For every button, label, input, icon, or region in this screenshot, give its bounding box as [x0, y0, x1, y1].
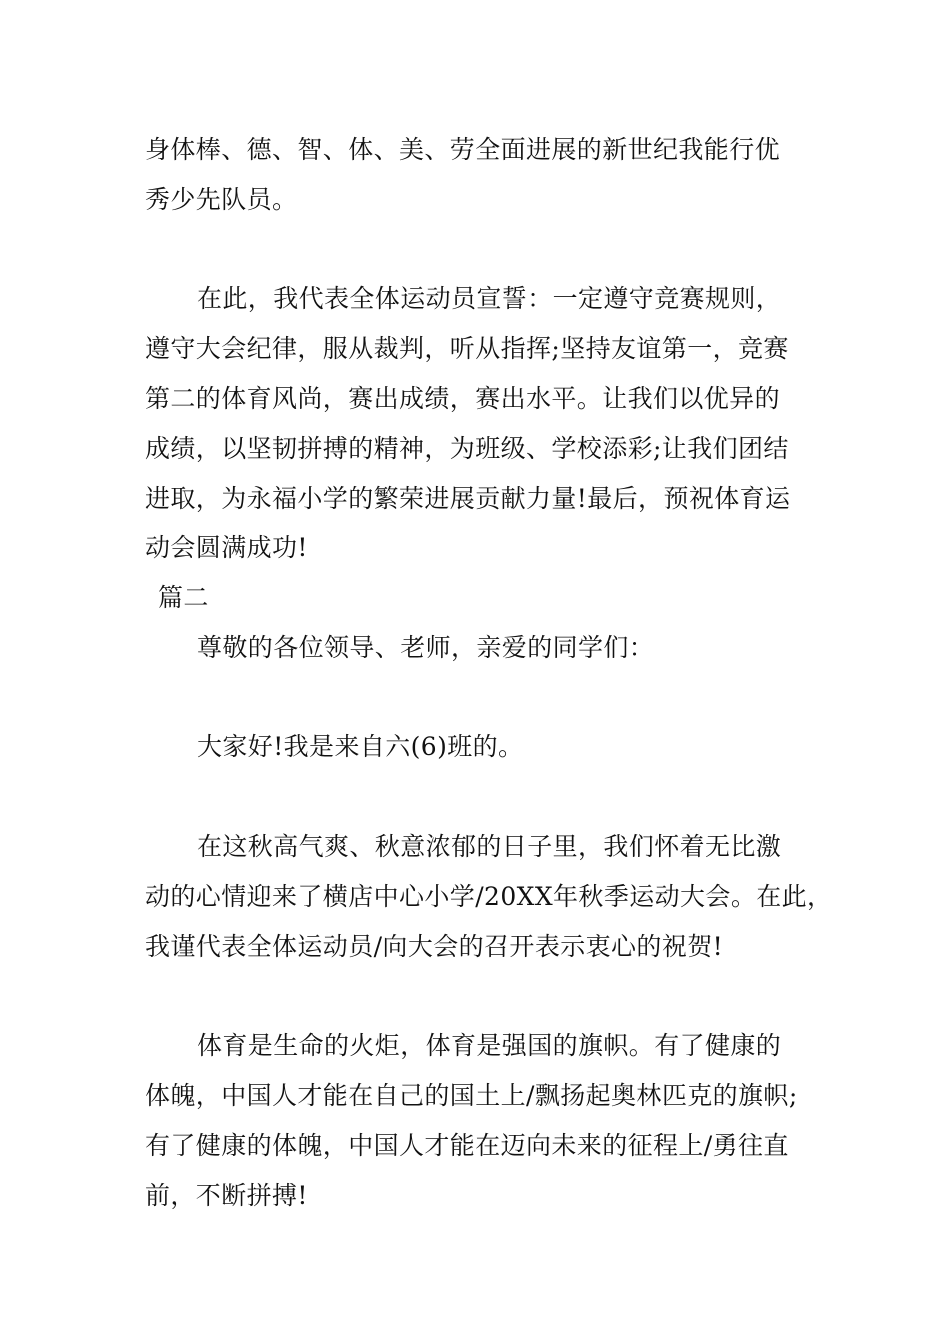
text-line: 动的心情迎来了横店中心小学/20XX年秋季运动大会。在此， — [145, 882, 833, 911]
text-line: 第二的体育风尚，赛出成绩，赛出水平。让我们以优异的 — [145, 384, 781, 413]
text-line: 遵守大会纪律，服从裁判，听从指挥;坚持友谊第一，竞赛 — [145, 334, 789, 363]
text-line: 前，不断拼搏! — [145, 1181, 308, 1210]
text-line: 我谨代表全体运动员/向大会的召开表示衷心的祝贺! — [145, 932, 724, 961]
text-line: 在这秋高气爽、秋意浓郁的日子里，我们怀着无比激 — [197, 832, 782, 861]
text-line: 秀少先队员。 — [145, 185, 298, 214]
section-heading: 篇二 — [158, 583, 209, 612]
text-line: 体魄，中国人才能在自己的国土上/飘扬起奥林匹克的旗帜; — [145, 1081, 798, 1110]
text-line: 大家好!我是来自六(6)班的。 — [197, 732, 524, 761]
text-line: 尊敬的各位领导、老师，亲爱的同学们： — [197, 633, 655, 662]
text-line: 有了健康的体魄，中国人才能在迈向未来的征程上/勇往直 — [145, 1131, 789, 1160]
text-line: 进取，为永福小学的繁荣进展贡献力量!最后，预祝体育运 — [145, 484, 791, 513]
text-line: 在此，我代表全体运动员宣誓：一定遵守竞赛规则， — [197, 284, 782, 313]
text-line: 身体棒、德、智、体、美、劳全面进展的新世纪我能行优 — [145, 135, 781, 164]
text-line: 体育是生命的火炬，体育是强国的旗帜。有了健康的 — [197, 1031, 782, 1060]
text-line: 成绩，以坚韧拼搏的精神，为班级、学校添彩;让我们团结 — [145, 434, 789, 463]
text-line: 动会圆满成功! — [145, 533, 308, 562]
